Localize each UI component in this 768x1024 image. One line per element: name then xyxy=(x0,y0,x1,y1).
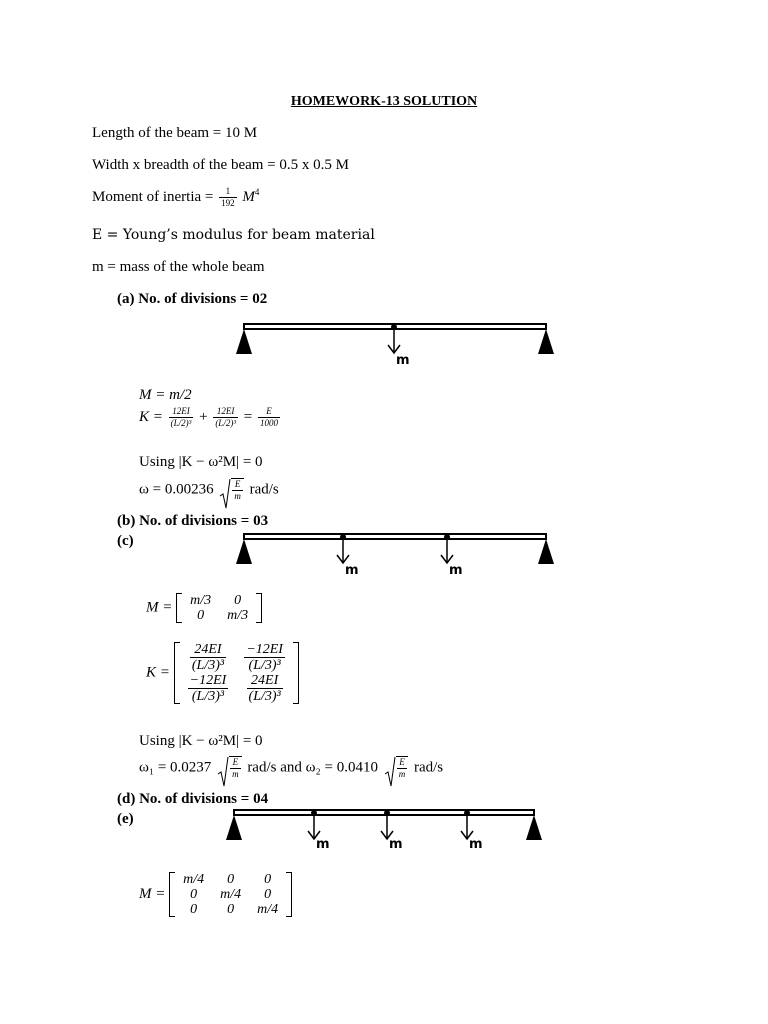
k-term1 xyxy=(169,406,194,429)
k-cell xyxy=(188,673,229,704)
support-right-icon xyxy=(538,539,554,564)
inertia-prefix: Moment of inertia = xyxy=(92,188,214,205)
part-a-omega xyxy=(139,478,279,502)
beam-diagram-d xyxy=(222,804,552,856)
matrix-cell: 0 xyxy=(264,872,272,887)
matrix-cell: m/4 xyxy=(183,872,205,887)
rad-num: E xyxy=(397,757,408,769)
mass-label: m xyxy=(316,837,330,852)
beam-width: Width x breadth of the beam = 0.5 x 0.5 M xyxy=(92,157,349,173)
k-term1-den: (L/2)³ xyxy=(170,418,192,428)
inertia-fraction xyxy=(219,186,237,209)
part-a-using: Using |K − ω²M| = 0 xyxy=(139,454,263,470)
part-a-heading: (a) No. of divisions = 02 xyxy=(117,291,268,307)
matrix-cell: 0 xyxy=(264,887,272,902)
k-result-num: E xyxy=(258,406,280,418)
omega2-unit: rad/s xyxy=(413,759,444,776)
sqrt-icon xyxy=(217,756,242,780)
k-cell xyxy=(247,673,283,704)
rad-den: m xyxy=(234,491,241,501)
mass-label: m xyxy=(396,353,410,368)
omega1-unit: rad/s and xyxy=(247,759,302,776)
support-left-icon xyxy=(226,815,242,840)
k-cell xyxy=(244,642,285,673)
k-result xyxy=(258,406,280,429)
beam-length: Length of the beam = 10 M xyxy=(92,125,258,141)
beam xyxy=(244,534,546,539)
part-a-M: M = m/2 xyxy=(139,387,192,403)
part-b-heading: (b) No. of divisions = 03 xyxy=(117,513,269,529)
support-right-icon xyxy=(526,815,542,840)
k-cell-num: 24EI xyxy=(190,642,226,658)
k-cell-den: (L/3)³ xyxy=(248,689,281,704)
mass-label: m xyxy=(449,563,463,578)
omega-prefix: ω = 0.00236 xyxy=(139,481,214,498)
m-lhs: M = xyxy=(146,599,173,616)
k-equals: = xyxy=(243,408,253,425)
matrix-cell: 0 xyxy=(190,887,198,902)
beam-diagram-b xyxy=(230,528,560,580)
omega1-prefix: ω₁ = 0.0237 xyxy=(139,759,212,776)
moment-of-inertia xyxy=(92,186,259,209)
k-term2-den: (L/2)³ xyxy=(215,418,237,428)
inertia-num: 1 xyxy=(219,186,237,198)
k-cell-num: −12EI xyxy=(189,673,227,688)
k-cell-den: (L/3)³ xyxy=(191,658,225,673)
support-left-icon xyxy=(236,539,252,564)
k-cell xyxy=(190,642,226,673)
k-plus: + xyxy=(199,408,208,425)
support-right-icon xyxy=(538,329,554,354)
mass-label: m xyxy=(389,837,403,852)
part-d-heading: (d) No. of divisions = 04 xyxy=(117,791,269,807)
beam-diagram-a xyxy=(230,318,560,370)
mass-matrix-3x3 xyxy=(169,872,292,917)
sqrt-icon xyxy=(219,478,244,502)
k-cell-num: −12EI xyxy=(246,642,283,657)
support-left-icon xyxy=(236,329,252,354)
matrix-cell: 0 xyxy=(227,902,235,917)
matrix-cell: 0 xyxy=(234,593,242,608)
beam-mass: m = mass of the whole beam xyxy=(92,259,265,275)
mass-matrix-2x2 xyxy=(176,593,262,623)
part-e-label: (e) xyxy=(117,811,134,827)
k-term2-num: 12EI xyxy=(213,406,238,418)
rad-num: E xyxy=(230,757,241,769)
inertia-den: 192 xyxy=(221,198,235,208)
k-result-den: 1000 xyxy=(259,418,278,428)
part-b-omegas xyxy=(139,756,443,780)
k-term1-num: 12EI xyxy=(169,406,194,418)
part-b-M xyxy=(146,593,262,623)
k-cell-den: (L/3)³ xyxy=(191,689,225,704)
k-cell-den: (L/3)³ xyxy=(248,658,281,673)
m-lhs: M = xyxy=(139,886,166,902)
beam xyxy=(234,810,534,815)
matrix-cell: m/3 xyxy=(227,608,249,623)
k-term2 xyxy=(213,406,238,429)
matrix-cell: m/3 xyxy=(190,593,212,608)
inertia-unit: M xyxy=(242,188,255,205)
omega2-prefix: ω₂ = 0.0410 xyxy=(305,759,378,776)
rad-den: m xyxy=(398,769,406,779)
mass-label: m xyxy=(345,563,359,578)
part-c-label: (c) xyxy=(117,533,134,549)
stiffness-matrix-2x2 xyxy=(174,642,299,704)
k-cell-num: 24EI xyxy=(247,673,283,689)
matrix-cell: m/4 xyxy=(257,902,279,917)
inertia-exp: 4 xyxy=(254,186,260,197)
sqrt-icon xyxy=(384,756,409,780)
matrix-cell: 0 xyxy=(197,608,205,623)
omega-unit: rad/s xyxy=(249,481,279,498)
mass-label: m xyxy=(469,837,483,852)
k-lhs: K = xyxy=(146,664,170,681)
part-b-K xyxy=(146,642,299,704)
rad-num: E xyxy=(232,479,243,491)
matrix-cell: 0 xyxy=(190,902,198,917)
part-a-K xyxy=(139,406,282,429)
page-title: HOMEWORK-13 SOLUTION xyxy=(290,94,478,109)
matrix-cell: m/4 xyxy=(220,887,242,902)
k-lhs: K = xyxy=(139,408,163,425)
rad-den: m xyxy=(232,769,239,779)
youngs-modulus: E = Young’s modulus for beam material xyxy=(92,227,375,243)
matrix-cell: 0 xyxy=(227,872,235,887)
part-d-M xyxy=(139,872,292,917)
part-b-using: Using |K − ω²M| = 0 xyxy=(139,733,263,749)
